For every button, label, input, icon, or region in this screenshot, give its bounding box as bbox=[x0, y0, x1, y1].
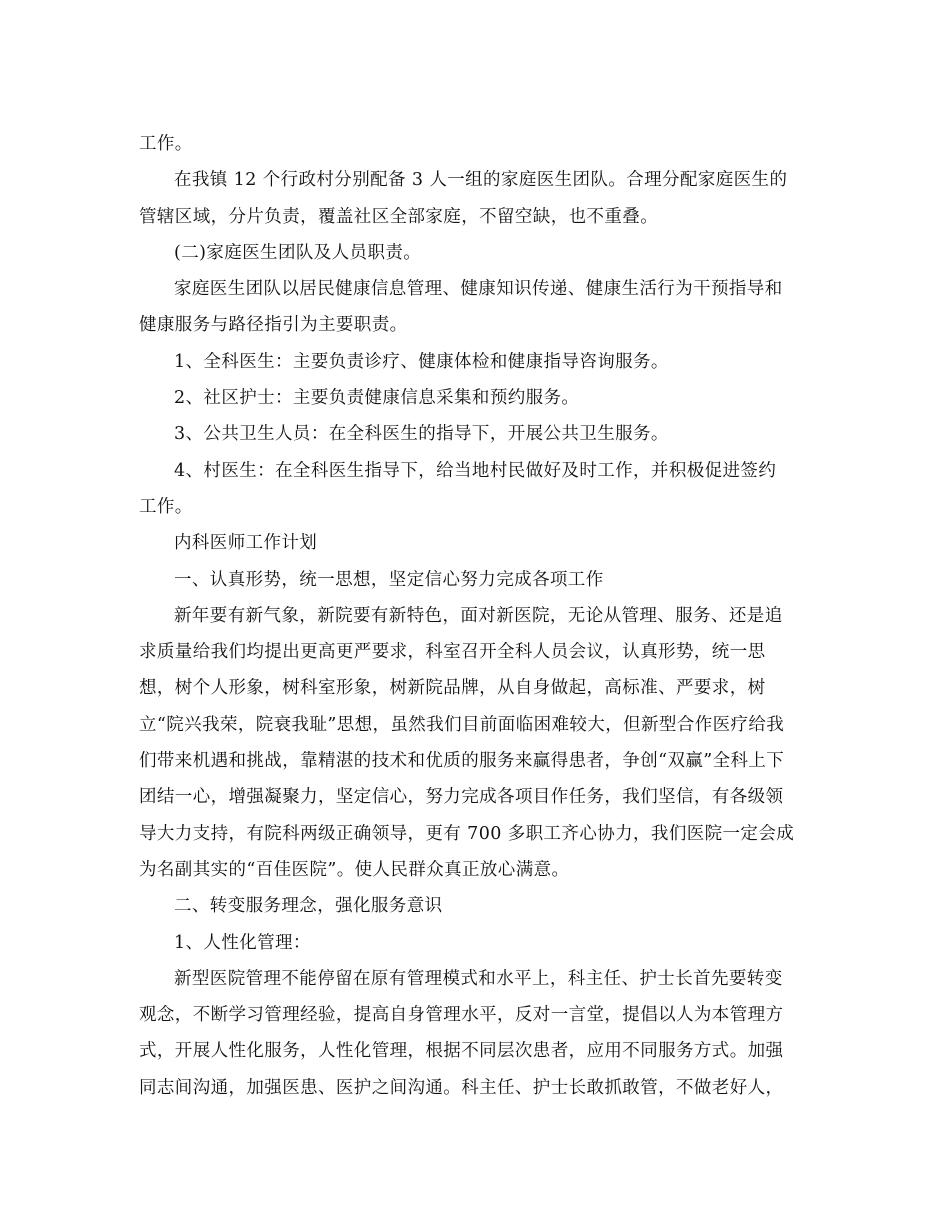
text-line: 式，开展人性化服务，人性化管理，根据不同层次患者，应用不同服务方式。加强 bbox=[139, 1041, 784, 1062]
text-line: 一、认真形势，统一思想，坚定信心努力完成各项工作 bbox=[174, 569, 604, 590]
text-line: 在我镇 12 个行政村分别配备 3 人一组的家庭医生团队。合理分配家庭医生的 bbox=[174, 170, 788, 191]
text-line: 健康服务与路径指引为主要职责。 bbox=[139, 315, 408, 336]
text-line: 内科医师工作计划 bbox=[174, 533, 318, 554]
text-line: 们带来机遇和挑战，靠精湛的技术和优质的服务来赢得患者，争创“双赢”全科上下 bbox=[139, 751, 785, 772]
text-line: 工作。 bbox=[139, 496, 193, 517]
text-line: 团结一心，增强凝聚力，坚定信心，努力完成各项目作任务，我们坚信，有各级领 bbox=[139, 787, 784, 808]
text-line: 管辖区域，分片负责，覆盖社区全部家庭，不留空缺，也不重叠。 bbox=[139, 206, 659, 227]
text-line: 1、全科医生：主要负责诊疗、健康体检和健康指导咨询服务。 bbox=[174, 351, 669, 372]
text-line: 2、社区护士：主要负责健康信息采集和预约服务。 bbox=[174, 388, 580, 409]
text-line: 立“院兴我荣，院衰我耻”思想，虽然我们目前面临困难较大，但新型合作医疗给我 bbox=[139, 714, 785, 735]
text-line: 同志间沟通，加强医患、医护之间沟通。科主任、护士长敢抓敢管，不做老好人， bbox=[139, 1077, 784, 1098]
document-body bbox=[139, 126, 819, 1106]
text-line: 观念，不断学习管理经验，提高自身管理水平，反对一言堂，提倡以人为本管理方 bbox=[139, 1005, 784, 1026]
text-line: (二)家庭医生团队及人员职责。 bbox=[174, 242, 422, 263]
text-line: 工作。 bbox=[139, 134, 193, 154]
text-line: 3、公共卫生人员：在全科医生的指导下，开展公共卫生服务。 bbox=[174, 424, 669, 445]
text-line: 为名副其实的“百佳医院”。使人民群众真正放心满意。 bbox=[139, 859, 570, 880]
text-line: 新年要有新气象，新院要有新特色，面对新医院，无论从管理、服务、还是追 bbox=[174, 605, 783, 626]
text-line: 想，树个人形象，树科室形象，树新院品牌，从自身做起，高标准、严要求，树 bbox=[139, 678, 766, 699]
text-line: 家庭医生团队以居民健康信息管理、健康知识传递、健康生活行为干预指导和 bbox=[174, 279, 783, 300]
text-line: 求质量给我们均提出更高更严要求，科室召开全科人员会议，认真形势，统一思 bbox=[139, 642, 766, 663]
text-line: 二、转变服务理念，强化服务意识 bbox=[174, 896, 443, 917]
text-line: 4、村医生：在全科医生指导下，给当地村民做好及时工作，并积极促进签约 bbox=[174, 460, 777, 481]
text-line: 导大力支持，有院科两级正确领导，更有 700 多职工齐心协力，我们医院一定会成 bbox=[139, 823, 795, 844]
text-line: 1、人性化管理： bbox=[174, 932, 311, 953]
text-line: 新型医院管理不能停留在原有管理模式和水平上，科主任、护士长首先要转变 bbox=[174, 968, 783, 989]
